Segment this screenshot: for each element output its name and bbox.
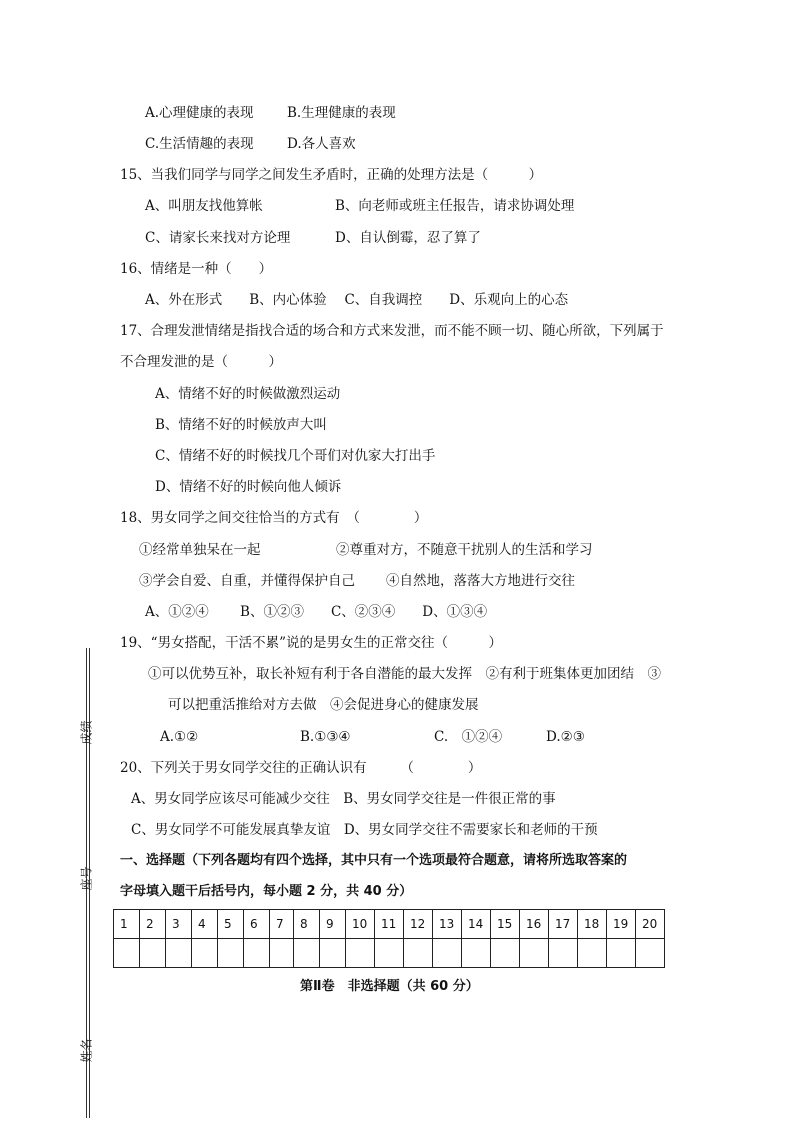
q18-statement-2: ②尊重对方，不随意干扰别人的生活和学习	[336, 542, 593, 558]
q19-option-d: D.②③	[546, 729, 585, 745]
q15-option-d: D、自认倒霉，忍了算了	[335, 230, 481, 246]
answer-number: 11	[375, 910, 404, 939]
answer-grid	[113, 909, 665, 968]
seat-label: 座号	[79, 866, 94, 891]
q18-statement-4: ④自然地，落落大方地进行交往	[386, 573, 575, 589]
answer-number: 5	[218, 910, 244, 939]
answer-cell[interactable]	[192, 939, 218, 968]
q18-options: A、①②④ B、①②③ C、②③④ D、①③④	[145, 604, 488, 620]
answer-cell[interactable]	[462, 939, 491, 968]
section2-title: 第Ⅱ卷 非选择题（共 60 分）	[300, 979, 479, 994]
answer-cell[interactable]	[166, 939, 192, 968]
q19-stem: 19、“男女搭配，干活不累”说的是男女生的正常交往（ ）	[120, 635, 502, 651]
q15-option-b: B、向老师或班主任报告，请求协调处理	[335, 198, 575, 214]
q14-option-b: B.生理健康的表现	[287, 105, 396, 121]
q15-option-a: A、叫朋友找他算帐	[145, 198, 263, 214]
section1-heading-line2: 字母填入题干后括号内，每小题 2 分，共 40 分）	[120, 884, 413, 899]
q17-stem-line1: 17、合理发泄情绪是指找合适的场合和方式来发泄，而不能不顾一切、随心所欲，下列属于	[120, 323, 664, 339]
answer-number: 8	[294, 910, 320, 939]
answer-number: 15	[491, 910, 520, 939]
answer-number: 18	[578, 910, 607, 939]
q14-option-a: A.心理健康的表现	[145, 105, 254, 121]
q14-option-c: C.生活情趣的表现	[145, 136, 254, 152]
q19-option-c: C. ①②④	[434, 729, 503, 745]
q16-stem: 16、情绪是一种（ ）	[120, 261, 273, 277]
answer-cell[interactable]	[114, 939, 140, 968]
q17-option-b: B、情绪不好的时候放声大叫	[155, 417, 327, 433]
q15-stem: 15、当我们同学与同学之间发生矛盾时，正确的处理方法是（ ）	[120, 167, 543, 183]
q18-statement-1: ①经常单独呆在一起	[139, 542, 261, 558]
q18-stem: 18、男女同学之间交往恰当的方式有 （ ）	[120, 510, 428, 526]
answer-number: 17	[549, 910, 578, 939]
answer-cell[interactable]	[520, 939, 549, 968]
answer-cell[interactable]	[636, 939, 665, 968]
answer-number: 3	[166, 910, 192, 939]
q20-options-cd: C、男女同学不可能发展真挚友谊 D、男女同学交往不需要家长和老师的干预	[131, 822, 598, 838]
q19-statements-line2: 可以把重活推给对方去做 ④会促进身心的健康发展	[168, 697, 479, 713]
answer-number: 6	[244, 910, 270, 939]
q17-stem-line2: 不合理发泄的是（ ）	[120, 354, 282, 370]
answer-number: 10	[346, 910, 375, 939]
answer-number: 19	[607, 910, 636, 939]
q18-statement-3: ③学会自爱、自重，并懂得保护自己	[139, 573, 355, 589]
score-label: 成绩	[79, 720, 94, 745]
answer-cell[interactable]	[491, 939, 520, 968]
q15-option-c: C、请家长来找对方论理	[145, 230, 291, 246]
answer-cell[interactable]	[578, 939, 607, 968]
q20-options-ab: A、男女同学应该尽可能减少交往 B、男女同学交往是一件很正常的事	[131, 791, 556, 807]
answer-grid-numbers-row	[114, 910, 665, 939]
answer-cell[interactable]	[294, 939, 320, 968]
section1-heading-line1: 一、选择题（下列各题均有四个选择，其中只有一个选项最符合题意，请将所选取答案的	[120, 853, 628, 868]
q19-statements-line1: ①可以优势互补，取长补短有利于各自潜能的最大发挥 ②有利于班集体更加团结 ③	[148, 666, 661, 682]
answer-cell[interactable]	[140, 939, 166, 968]
q20-stem: 20、下列关于男女同学交往的正确认识有 （ ）	[120, 760, 482, 776]
q19-option-a: A.①②	[160, 729, 199, 745]
answer-cell[interactable]	[433, 939, 462, 968]
answer-cell[interactable]	[607, 939, 636, 968]
answer-number: 16	[520, 910, 549, 939]
answer-number: 14	[462, 910, 491, 939]
answer-cell[interactable]	[375, 939, 404, 968]
name-label: 姓名	[79, 1038, 94, 1063]
q16-options: A、外在形式 B、内心体验 C、自我调控 D、乐观向上的心态	[145, 292, 569, 308]
q17-option-d: D、情绪不好的时候向他人倾诉	[155, 479, 342, 495]
answer-number: 13	[433, 910, 462, 939]
answer-cell[interactable]	[404, 939, 433, 968]
answer-number: 1	[114, 910, 140, 939]
q17-option-a: A、情绪不好的时候做激烈运动	[155, 386, 341, 402]
answer-cell[interactable]	[270, 939, 294, 968]
q17-option-c: C、情绪不好的时候找几个哥们对仇家大打出手	[155, 448, 436, 464]
answer-grid-blank-row[interactable]	[114, 939, 665, 968]
q19-option-b: B.①③④	[300, 729, 351, 745]
answer-number: 4	[192, 910, 218, 939]
answer-number: 7	[270, 910, 294, 939]
answer-cell[interactable]	[346, 939, 375, 968]
answer-cell[interactable]	[549, 939, 578, 968]
answer-cell[interactable]	[244, 939, 270, 968]
q14-option-d: D.各人喜欢	[287, 136, 356, 152]
answer-number: 12	[404, 910, 433, 939]
answer-number: 2	[140, 910, 166, 939]
answer-cell[interactable]	[320, 939, 346, 968]
answer-number: 9	[320, 910, 346, 939]
answer-cell[interactable]	[218, 939, 244, 968]
answer-number: 20	[636, 910, 665, 939]
